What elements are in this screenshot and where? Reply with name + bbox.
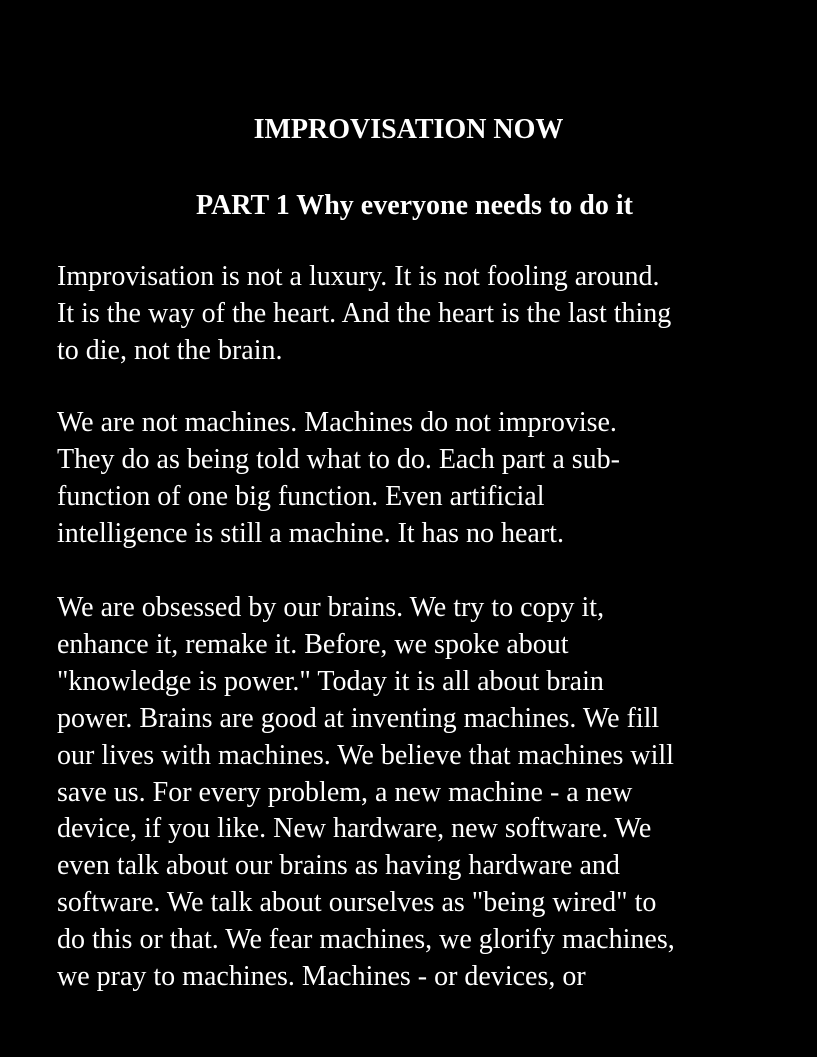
paragraph-3 [57,590,675,996]
text-line: We are obsessed by our brains. We try to copy it, [57,592,605,623]
text-line: intelligence is still a machine. It has no heart. [57,517,564,549]
text-line: It is the way of the heart. And the heart is the last thing [57,297,672,329]
text-line: to die, not the brain. [57,334,283,366]
text-line: save us. For every problem, a new machine - a new [57,776,633,808]
text-line: They do as being told what to do. Each part a sub- [57,443,620,475]
text-line: our lives with machines. We believe that machines will [57,739,674,771]
text-line: enhance it, remake it. Before, we spoke about [57,628,569,660]
text-line: we pray to machines. Machines - or devices, or [57,961,586,993]
text-line: do this or that. We fear machines, we glorify machines, [57,924,675,956]
document-subtitle: PART 1 Why everyone needs to do it [196,190,633,221]
text-line: "knowledge is power." Today it is all about brain [57,665,604,697]
text-line: device, if you like. New hardware, new software. We [57,813,652,845]
text-line: even talk about our brains as having hardware and [57,850,620,882]
paragraph-1 [57,259,671,370]
paragraph-2 [57,405,620,553]
document-title: IMPROVISATION NOW [253,114,564,145]
text-line: function of one big function. Even artificial [57,480,545,512]
text-line: power. Brains are good at inventing machines. We fill [57,702,660,734]
text-line: Improvisation is not a luxury. It is not fooling around. [57,261,660,292]
text-line: We are not machines. Machines do not improvise. [57,407,617,438]
text-line: software. We talk about ourselves as "being wired" to [57,887,657,919]
